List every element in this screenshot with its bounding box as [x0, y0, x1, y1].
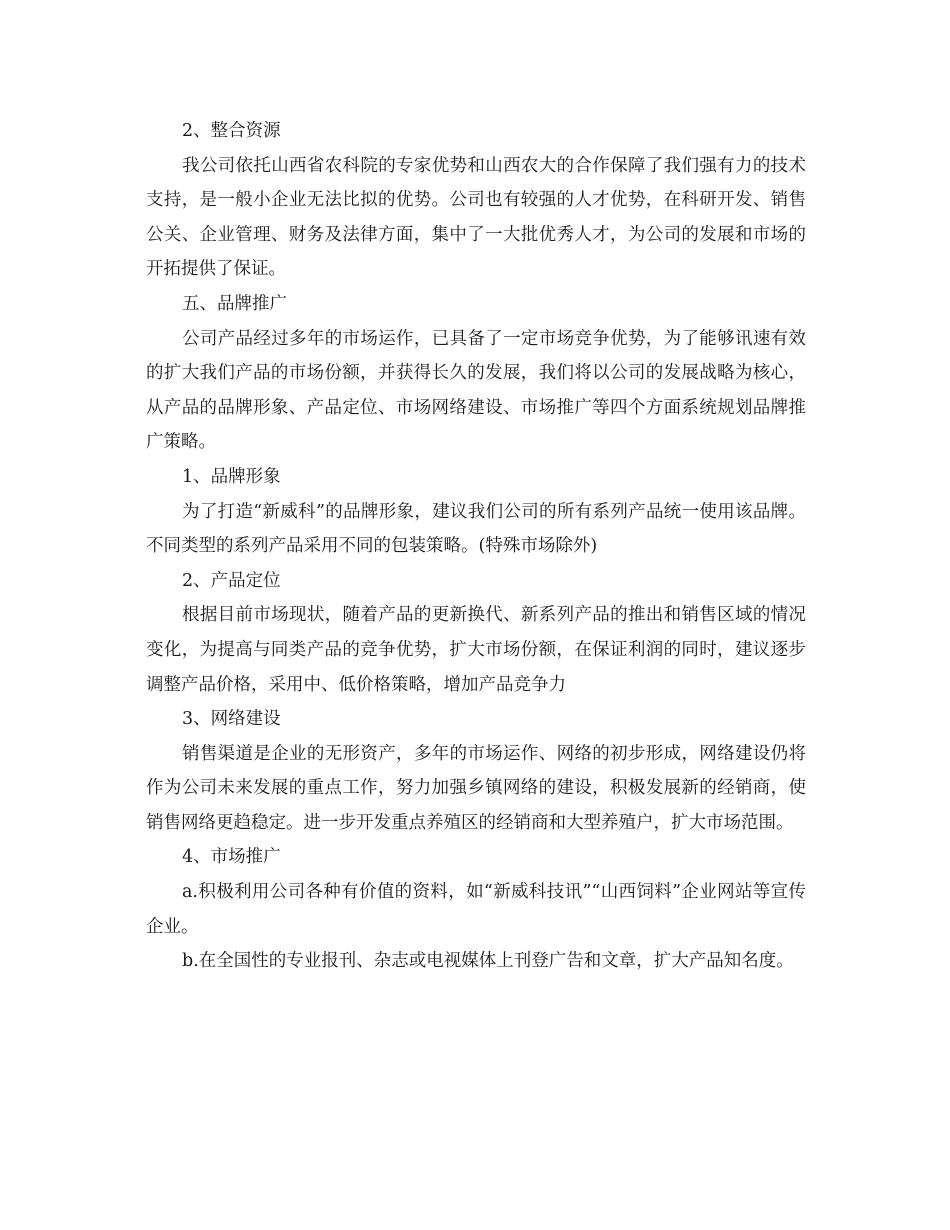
section-heading-market-promotion: 4、市场推广	[182, 847, 281, 868]
paragraph-network-building: 销售渠道是企业的无形资产，多年的市场运作、网络的初步形成，网络建设仍将作为公司未来发展的重点工作，努力加强乡镇网络的建设，积极发展新的经销商，使销售网络更趋稳定。进一步开发重点养殖区的经销商和大型养殖户，扩大市场范围。	[146, 743, 806, 833]
section-heading-integrate-resources: 2、整合资源	[182, 121, 281, 141]
section-heading-network-building: 3、网络建设	[182, 709, 281, 730]
paragraph-brand-image: 为了打造“新威科”的品牌形象，建议我们公司的所有系列产品统一使用该品牌。不同类型的系列产品采用不同的包装策略。(特殊市场除外)	[146, 501, 806, 557]
paragraph-market-promotion-b: b.在全国性的专业报刊、杂志或电视媒体上刊登广告和文章，扩大产品知名度。	[182, 951, 794, 972]
paragraph-market-promotion-a: a.积极利用公司各种有价值的资料，如“新威科技讯”“山西饲料”企业网站等宣传企业。	[146, 882, 806, 937]
paragraph-brand-promotion: 公司产品经过多年的市场运作，已具备了一定市场竞争优势，为了能够讯速有效的扩大我们产品的市场份额，并获得长久的发展，我们将以公司的发展战略为核心，从产品的品牌形象、产品定位、市场网络建设、市场推广等四个方面系统规划品牌推广策略。	[146, 328, 806, 453]
document-page	[146, 114, 806, 979]
paragraph-integrate-resources: 我公司依托山西省农科院的专家优势和山西农大的合作保障了我们强有力的技术支持，是一般小企业无法比拟的优势。公司也有较强的人才优势，在科研开发、销售公关、企业管理、财务及法律方面，集中了一大批优秀人才，为公司的发展和市场的开拓提供了保证。	[146, 155, 806, 280]
section-heading-product-positioning: 2、产品定位	[182, 570, 281, 591]
paragraph-product-positioning: 根据目前市场现状，随着产品的更新换代、新系列产品的推出和销售区域的情况变化，为提高与同类产品的竞争优势，扩大市场份额，在保证利润的同时，建议逐步调整产品价格，采用中、低价格策略，增加产品竞争力	[146, 605, 806, 695]
section-heading-brand-promotion: 五、品牌推广	[182, 293, 287, 314]
section-heading-brand-image: 1、品牌形象	[182, 466, 281, 487]
